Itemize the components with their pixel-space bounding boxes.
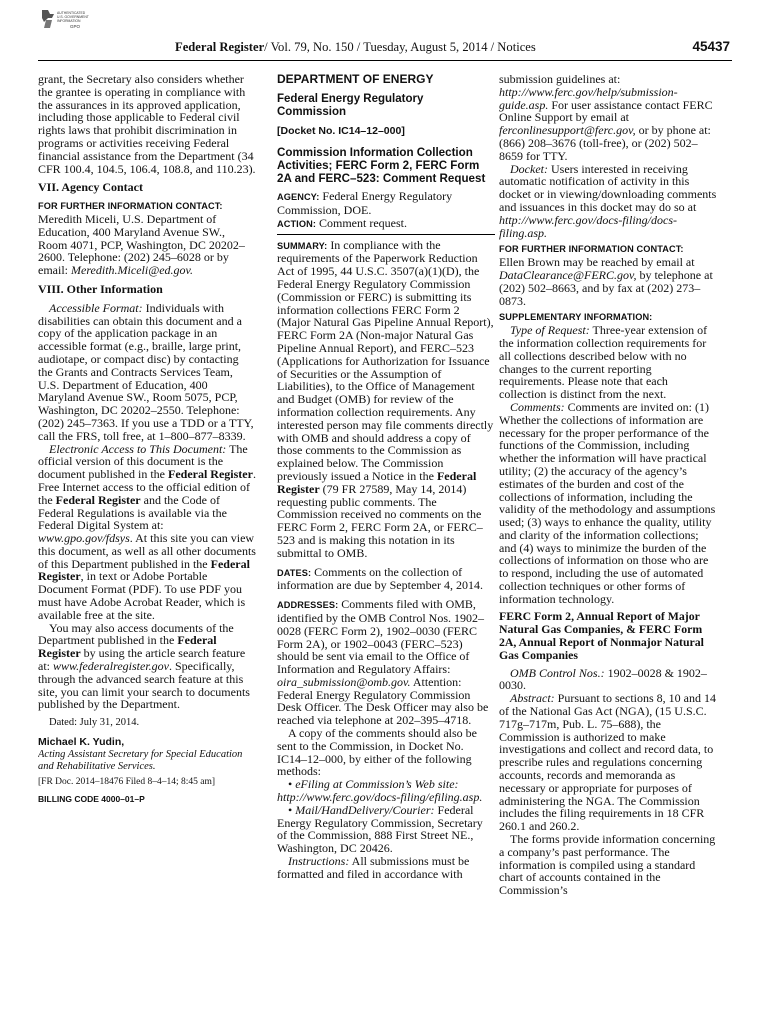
logo-line-1: AUTHENTICATED	[57, 11, 86, 15]
text: Ellen Brown may be reached by email at	[499, 255, 695, 270]
federal-register-ref: Federal Register	[55, 492, 141, 507]
text: Comments filed with OMB, identified by the OMB Control Nos. 1902–0028 (FERC Form 2), 1902–0030 (FERC Form 2A), or 1902–0043 (FERC–523) should be sent via email to the Office of Information and Regulatory Affairs:	[277, 597, 484, 677]
page-number: 45437	[692, 39, 730, 54]
fdsys-link[interactable]: www.gpo.gov/fdsys	[38, 531, 130, 546]
text: 1902–0028 & 1902–0030.	[499, 665, 707, 693]
action-line	[277, 217, 495, 231]
text: You may also access documents of the Department published in the	[38, 620, 234, 648]
efiling-label: eFiling at Commission’s Web site:	[295, 777, 459, 792]
signer-title: Acting Assistant Secretary for Special Education and Rehabilitative Services.	[38, 748, 243, 773]
text: For user assistance contact FERC Online Support by email at	[499, 97, 713, 125]
efiling-link[interactable]: http://www.ferc.gov/docs-filing/efiling.asp.	[277, 790, 483, 805]
abstract-paragraph	[499, 692, 718, 833]
docket-label: Docket:	[510, 161, 548, 176]
text: (79 FR 27589, May 14, 2014) requesting public comments. The Commission received no comments on the FERC Form 2, FERC Form 2A, or FERC–523 and is making this notation in its submittal to OMB.	[277, 481, 483, 560]
docket-paragraph	[499, 163, 718, 240]
agency-heading: Federal Energy Regulatory Commission	[277, 92, 424, 118]
contact-label: FOR FURTHER INFORMATION CONTACT:	[38, 201, 223, 212]
text: Users interested in receiving automatic notification of activity in this docket or in viewing/downloading comments and issuances in this docket may do so at	[499, 161, 717, 214]
addresses-paragraph	[277, 598, 495, 727]
docket-number: [Docket No. IC14–12–000]	[277, 124, 405, 137]
logo-line-4: GPO	[70, 24, 81, 29]
oira-email-link[interactable]: oira_submission@omb.gov.	[277, 674, 411, 689]
text: or by phone at: (866) 208–3676 (toll-free), or (202) 502–8659 for TTY.	[499, 123, 711, 163]
text: . At this site you can view this document, as well as all other documents of this Department published in the	[38, 531, 256, 571]
federal-register-ref: Federal Register	[277, 468, 477, 496]
summary-paragraph	[277, 239, 495, 560]
dates-text: Comments on the collection of information are due by September 4, 2014.	[277, 564, 483, 593]
text: . Specifically, through the advanced search feature at this site, you can limit your search to documents published by the Department.	[38, 659, 250, 712]
forms-paragraph: The forms provide information concerning a company’s past performance. The information is compiled using a standard chart of accounts contained in the Commission’s	[499, 832, 716, 898]
federal-register-ref: Federal Register	[167, 467, 253, 482]
federal-register-ref: Federal Register	[38, 633, 217, 661]
accessible-format-text: Individuals with disabilities can obtain this document and a copy of the application package in an accessible format (e.g., braille, large print, audiotape, or compact disc) by contacting the Grants and Contracts Services Team, U.S. Department of Education, 400 Maryland Avenue SW., Room 5075, PCP, Washington, DC 20202–2550. Telephone: (202) 245–7363. If you use a TDD or a TTY, call the FRS, toll free, at 1–800–877–8339.	[38, 300, 254, 443]
text: . Free Internet access to the official edition of the	[38, 467, 256, 507]
supplementary-label: SUPPLEMENTARY INFORMATION:	[499, 312, 653, 323]
eagle-emblem-icon	[42, 10, 54, 28]
running-header	[175, 39, 730, 55]
dates-label: DATES:	[277, 567, 312, 578]
efiling-bullet	[277, 778, 495, 804]
header-rule	[38, 60, 732, 61]
text: , in text or Adobe Portable Document Format (PDF). To use PDF you must have Adobe Acrobat Reader, which is available free at the site.	[38, 569, 246, 622]
text: by using the article search feature at:	[38, 646, 246, 674]
billing-code: BILLING CODE 4000–01–P	[38, 794, 145, 805]
section-heading-agency-contact: VII. Agency Contact	[38, 180, 143, 195]
gpo-authentication-logo	[40, 8, 100, 36]
contact-paragraph	[499, 256, 718, 307]
action-label: ACTION:	[277, 218, 316, 229]
text: The official version of this document is the document published in the	[38, 441, 248, 482]
comments-paragraph	[499, 401, 718, 606]
dated-line: Dated: July 31, 2014.	[49, 717, 140, 729]
accessible-format-paragraph	[38, 302, 256, 443]
dates-paragraph	[277, 566, 495, 593]
form-heading: FERC Form 2, Annual Report of Major Natural Gas Companies, & FERC Form 2A, Annual Report of Nonmajor Natural Gas Companies	[499, 608, 704, 662]
copy-paragraph: A copy of the comments should also be sent to the Commission, in Docket No. IC14–12–000, by either of the following methods:	[277, 726, 477, 779]
section-rule	[277, 234, 495, 235]
abstract-label: Abstract:	[510, 691, 555, 706]
electronic-access-paragraph	[38, 443, 256, 622]
section-heading-other-info: VIII. Other Information	[38, 281, 163, 296]
contact-email-link[interactable]: Meredith.Miceli@ed.gov.	[71, 263, 193, 278]
column-2	[277, 73, 495, 1018]
text: Three-year extension of the information collection requirements for all collections described below with no changes to the current reporting requirements. Please note that each collection is distinct from the next.	[499, 323, 708, 402]
accessible-format-label: Accessible Format:	[49, 300, 143, 315]
type-label: Type of Request:	[510, 323, 590, 338]
contact-email-link[interactable]: DataClearance@FERC.gov,	[499, 267, 637, 282]
mail-text: Federal Energy Regulatory Commission, Secretary of the Commission, 888 First Street NE., Washington, DC 20426.	[277, 802, 483, 856]
type-of-request-paragraph	[499, 324, 718, 401]
instructions-text: All submissions must be formatted and filed in accordance with	[277, 854, 470, 881]
contact-text: Meredith Miceli, U.S. Department of Education, 400 Maryland Avenue SW., Room 4071, PCP, Washington, DC 20202–2600. Telephone: (202) 245–6028 or by email:	[38, 211, 245, 278]
signer-name: Michael K. Yudin,	[38, 735, 125, 748]
submission-guide-link[interactable]: http://www.ferc.gov/help/submission-guide.asp.	[499, 84, 678, 112]
mail-label: Mail/HandDelivery/Courier:	[295, 802, 435, 817]
agency-line	[277, 190, 495, 217]
federal-register-link[interactable]: www.federalregister.gov	[53, 659, 169, 674]
omb-label: OMB Control Nos.:	[510, 665, 605, 680]
text: In compliance with the requirements of the Paperwork Reduction Act of 1995, 44 U.S.C. 3507(a)(1)(D), the Federal Energy Regulatory Commission (Commission or FERC) is submitting its information collections FERC Form 2 (Major Natural Gas Pipeline Annual Report), FERC Form 2A (Non-major Natural Gas Pipeline Annual Report), and FERC–523 (Applications for Authorization for Issuance of Securities or the Assumption of Liabilities), to the Office of Management and Budget (OMB) for review of the information collection requirements. Any interested person may file comments directly with OMB and should address a copy of those comments to the Commission as explained below. The Commission previously issued a Notice in the	[277, 237, 494, 483]
publication-name: Federal Register	[175, 40, 265, 54]
submission-paragraph	[499, 73, 718, 163]
logo-line-2: U.S. GOVERNMENT	[57, 15, 89, 19]
text: by telephone at (202) 502–8663, and by fax at (202) 273–0873.	[499, 267, 713, 308]
fr-doc-line: [FR Doc. 2014–18476 Filed 8–4–14; 8:45 am]	[38, 776, 216, 787]
comments-label: Comments:	[510, 399, 565, 414]
instructions-label: Instructions:	[288, 854, 350, 869]
mail-bullet	[277, 804, 495, 855]
column-1	[38, 73, 256, 1018]
agency-text: Federal Energy Regulatory Commission, DOE.	[277, 189, 453, 217]
federal-register-ref: Federal Register	[38, 556, 250, 584]
omb-paragraph	[499, 667, 718, 693]
text: Comments are invited on: (1) Whether the collections of information are necessary for the proper performance of the functions of the Commission, including whether the information will have practical utility; (2) the accuracy of the agency’s estimates of the burden and cost of the collections of information, including the validity of the methodology and assumptions used; (3) ways to enhance the quality, utility and clarity of the information collections; and (4) ways to minimize the burden of the collections of information on those who are to respond, including the use of automated collection techniques or other forms of information technology.	[499, 399, 716, 606]
instructions-paragraph	[277, 855, 495, 881]
text: submission guidelines at:	[499, 73, 621, 86]
document-title: Commission Information Collection Activities; FERC Form 2, FERC Form 2A and FERC–523: Comment Request	[277, 145, 486, 185]
addresses-label: ADDRESSES:	[277, 600, 339, 611]
logo-line-3: INFORMATION	[57, 19, 81, 23]
agency-label: AGENCY:	[277, 192, 320, 203]
bullet-icon: •	[288, 802, 293, 817]
text: Attention: Federal Energy Regulatory Commission Desk Officer. The Desk Officer may also be reached via telephone at 202–395–4718.	[277, 674, 489, 728]
text: and the Code of Federal Regulations is available via the Federal Digital System at:	[38, 492, 227, 533]
action-text: Comment request.	[315, 215, 407, 230]
department-heading: DEPARTMENT OF ENERGY	[277, 73, 434, 86]
contact-paragraph	[38, 213, 256, 277]
summary-label: SUMMARY:	[277, 240, 328, 251]
electronic-access-label: Electronic Access to This Document:	[49, 441, 227, 456]
docket-link[interactable]: http://www.ferc.gov/docs-filing/docs-filing.asp.	[499, 212, 677, 240]
issue-details: / Vol. 79, No. 150 / Tuesday, August 5, 2014 / Notices	[264, 40, 536, 54]
paragraph: grant, the Secretary also considers whether the grantee is operating in compliance with the assurances in its approved application, including those applicable to Federal civil rights laws that prohibit discrimination in programs or activities receiving Federal financial assistance from the Department (34 CFR 100.4, 104.5, 106.4, 108.8, and 110.23).	[38, 73, 256, 176]
column-3	[499, 73, 718, 1018]
support-email-link[interactable]: ferconlinesupport@ferc.gov,	[499, 123, 636, 138]
bullet-icon: •	[288, 777, 293, 792]
access-documents-paragraph	[38, 622, 256, 712]
text: Pursuant to sections 8, 10 and 14 of the National Gas Act (NGA), (15 U.S.C. 717g–717m, Pub. L. 75–688), the Commission is authorized to make investigations and collect and record data, to prescribe rules and regulations concerning accounts, records and memoranda as necessary or appropriate for purposes of administering the NGA. The Commission includes the filing requirements in 18 CFR 260.1 and 260.2.	[499, 691, 716, 834]
contact-label: FOR FURTHER INFORMATION CONTACT:	[499, 244, 684, 255]
